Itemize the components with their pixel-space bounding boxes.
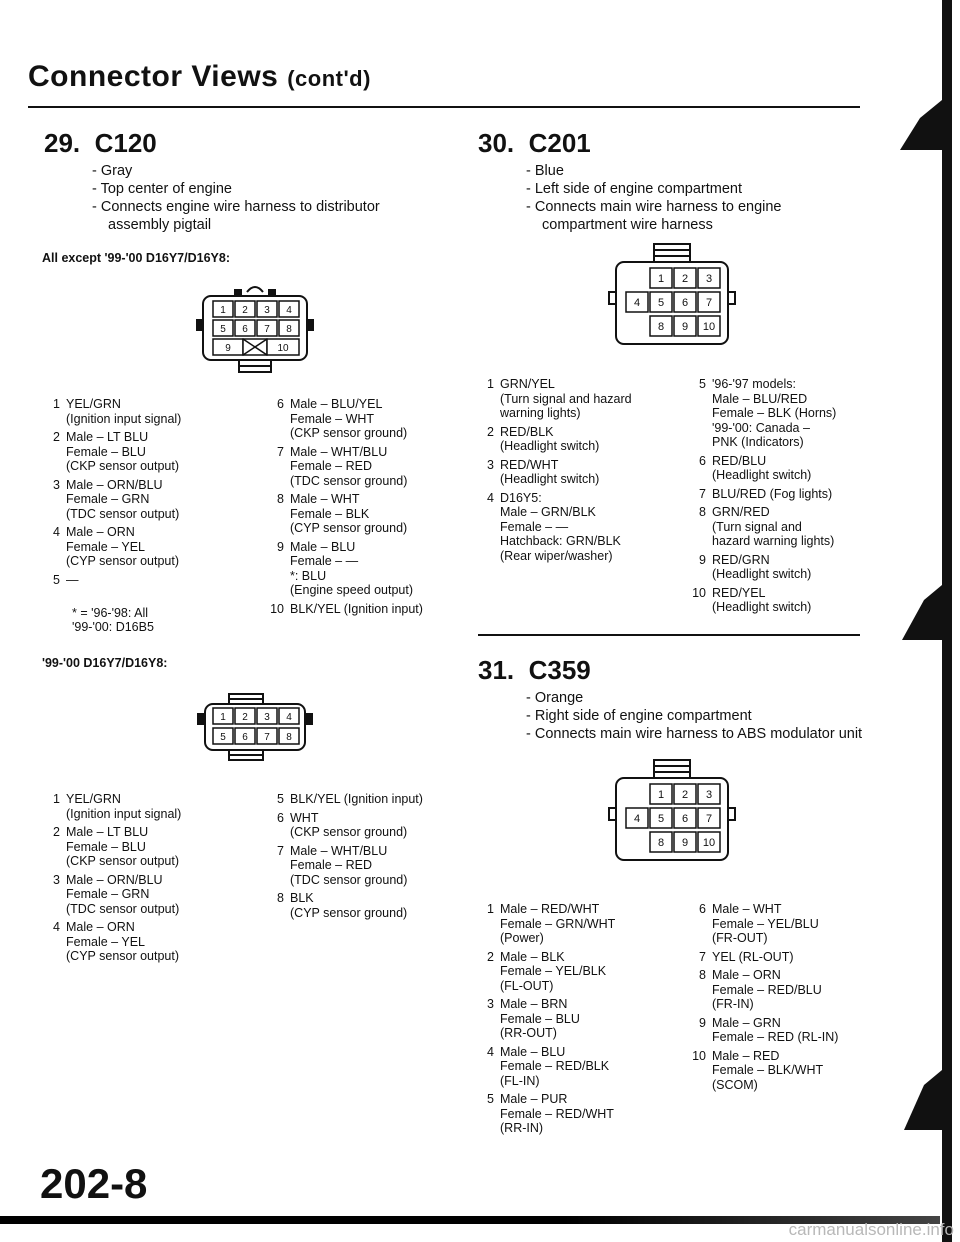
pin-label: 7	[264, 324, 270, 335]
pin-label: 2	[242, 305, 248, 316]
pin-row: 3 RED/WHT (Headlight switch)	[487, 457, 600, 486]
pin-label: 3	[705, 273, 713, 285]
page-number: 202-8	[40, 1160, 148, 1207]
pin-row: 7 Male – WHT/BLU Female – RED (TDC sensor ground)	[277, 444, 408, 488]
pin-label: 7	[705, 813, 713, 825]
property-item: - Gray	[92, 163, 133, 179]
pin-row: 10 BLK/YEL (Ignition input)	[270, 601, 423, 616]
c120-variant-a-label: All except '99-'00 D16Y7/D16Y8:	[42, 251, 230, 265]
edge-tab-shape	[904, 1070, 942, 1130]
c359-pins-right	[690, 902, 890, 1096]
pin-row: 9 Male – BLU Female – — *: BLU (Engine speed output)	[277, 539, 414, 597]
edge-tab-shape	[900, 100, 942, 150]
c359-connector-diagram	[608, 758, 738, 866]
pin-row: 1 Male – RED/WHT Female – GRN/WHT (Power)	[487, 902, 616, 945]
pin-row: 3 Male – ORN/BLU Female – GRN (TDC sensor output)	[53, 477, 180, 521]
edge-tab-shape	[902, 585, 942, 640]
pin-row: 2 Male – BLK Female – YEL/BLK (FL-OUT)	[487, 949, 607, 993]
property-item: - Orange	[526, 690, 584, 706]
pin-row: 8 GRN/RED (Turn signal and hazard warning lights)	[699, 505, 835, 548]
property-item: - Connects main wire harness to ABS modulator unit	[526, 726, 863, 742]
pin-label: 10	[702, 837, 716, 849]
pin-row: 5 —	[53, 572, 79, 587]
pin-row: 2 Male – LT BLU Female – BLU (CKP sensor output)	[53, 430, 180, 473]
section-number: 29.	[44, 128, 81, 158]
pin-label: 8	[286, 324, 292, 335]
c201-pins-left	[478, 377, 693, 567]
pin-row: 4 D16Y5: Male – GRN/BLK Female – — Hatchback: GRN/BLK (Rear wiper/washer)	[487, 490, 621, 563]
pin-row: 2 RED/BLK (Headlight switch)	[487, 424, 600, 453]
pin-label: 4	[286, 712, 292, 723]
pin-label: 3	[705, 789, 713, 801]
c120-a-pins-right	[268, 397, 468, 620]
pin-row: 9 RED/GRN (Headlight switch)	[699, 552, 812, 581]
pin-label: 5	[220, 324, 226, 335]
watermark-text: carmanualsonline.info	[788, 1220, 954, 1239]
pin-row: 3 Male – BRN Female – BLU (RR-OUT)	[487, 997, 580, 1040]
pin-label: 10	[277, 343, 289, 354]
pin-label: 3	[264, 712, 270, 723]
property-item: - Top center of engine	[92, 181, 232, 197]
pin-row: 3 Male – ORN/BLU Female – GRN (TDC sensor output)	[53, 872, 180, 916]
section-c359-heading	[478, 655, 591, 686]
pin-row: 7 Male – WHT/BLU Female – RED (TDC sensor ground)	[277, 843, 408, 887]
pin-row: 7 BLU/RED (Fog lights)	[699, 486, 833, 501]
pin-row: 7 YEL (RL-OUT)	[699, 949, 794, 964]
pin-label: 4	[633, 297, 641, 309]
c120-b-pins-left	[44, 792, 259, 968]
page-title	[28, 60, 371, 94]
pin-row: 5 '96-'97 models: Male – BLU/RED Female – BLK (Horns) '99-'00: Canada – PNK (Indicators)	[699, 377, 837, 449]
pin-row: 4 Male – ORN Female – YEL (CYP sensor output)	[53, 525, 180, 568]
section-name: C120	[94, 128, 157, 158]
property-item: - Connects engine wire harness to distributor assembly pigtail	[92, 199, 380, 233]
pin-row: 6 Male – BLU/YEL Female – WHT (CKP sensor ground)	[277, 397, 408, 440]
pin-label: 1	[220, 305, 226, 316]
section-name: C359	[528, 655, 591, 685]
page-subtitle: (cont'd)	[287, 66, 371, 91]
pin-row: 10 RED/YEL (Headlight switch)	[692, 585, 812, 614]
pin-label: 3	[264, 305, 270, 316]
c201-connector-diagram	[608, 242, 738, 350]
pin-label: 9	[681, 837, 689, 849]
pin-label: 4	[633, 813, 641, 825]
c120-properties	[92, 162, 422, 234]
section-number: 31.	[478, 655, 515, 685]
section-name: C201	[528, 128, 591, 158]
pin-label: 7	[264, 732, 270, 743]
pin-row: 1 YEL/GRN (Ignition input signal)	[53, 792, 182, 821]
c359-pins-left	[478, 902, 693, 1140]
pin-row: 5 Male – PUR Female – RED/WHT (RR-IN)	[487, 1092, 614, 1135]
c120-a-connector-diagram	[195, 280, 315, 375]
binding-edge-tabs	[880, 0, 960, 1242]
c120-b-pins-right	[268, 792, 468, 924]
c120-footnote: * = '96-'98: All '99-'00: D16B5	[72, 606, 154, 634]
pin-label: 6	[681, 297, 689, 309]
pin-row: 5 BLK/YEL (Ignition input)	[277, 792, 423, 806]
pin-label: 9	[225, 343, 231, 354]
pin-row: 6 WHT (CKP sensor ground)	[277, 810, 408, 839]
c201-properties	[526, 162, 856, 234]
pin-label: 2	[242, 712, 248, 723]
c201-pins-right	[690, 377, 890, 619]
pin-row: 10 Male – RED Female – BLK/WHT (SCOM)	[692, 1048, 824, 1092]
pin-row: 8 Male – WHT Female – BLK (CYP sensor ground)	[277, 492, 408, 535]
property-item: - Right side of engine compartment	[526, 708, 752, 724]
pin-row: 4 Male – BLU Female – RED/BLK (FL-IN)	[487, 1044, 610, 1088]
pin-label: 8	[657, 321, 665, 333]
header-rule	[28, 106, 860, 108]
pin-label: 2	[681, 273, 689, 285]
pin-label: 6	[681, 813, 689, 825]
c120-b-connector-diagram	[195, 692, 315, 772]
pin-label: 5	[657, 813, 665, 825]
pin-row: 6 Male – WHT Female – YEL/BLU (FR-OUT)	[699, 902, 819, 945]
page-title-text: Connector Views	[28, 60, 279, 93]
c120-a-pins-left	[44, 397, 259, 591]
c359-properties	[526, 689, 866, 743]
section-c120-heading	[44, 128, 157, 159]
pin-row: 1 GRN/YEL (Turn signal and hazard warning lights)	[487, 377, 632, 420]
section-number: 30.	[478, 128, 515, 158]
pin-row: 2 Male – LT BLU Female – BLU (CKP sensor output)	[53, 825, 180, 868]
property-item: - Connects main wire harness to engine compartment wire harness	[526, 199, 782, 233]
pin-label: 7	[705, 297, 713, 309]
pin-label: 2	[681, 789, 689, 801]
pin-label: 8	[286, 732, 292, 743]
section-c201-heading	[478, 128, 591, 159]
pin-label: 1	[220, 712, 226, 723]
pin-label: 4	[286, 305, 292, 316]
pin-label: 9	[681, 321, 689, 333]
property-item: - Left side of engine compartment	[526, 181, 743, 197]
pin-row: 9 Male – GRN Female – RED (RL-IN)	[699, 1015, 839, 1044]
pin-label: 8	[657, 837, 665, 849]
pin-row: 8 Male – ORN Female – RED/BLU (FR-IN)	[699, 968, 822, 1011]
pin-row: 1 YEL/GRN (Ignition input signal)	[53, 397, 182, 426]
pin-label: 5	[220, 732, 226, 743]
section-divider	[478, 634, 860, 636]
pin-label: 10	[702, 321, 716, 333]
pin-label: 5	[657, 297, 665, 309]
pin-label: 6	[242, 732, 248, 743]
c120-variant-b-label: '99-'00 D16Y7/D16Y8:	[42, 656, 168, 670]
pin-label: 1	[657, 273, 665, 285]
pin-row: 8 BLK (CYP sensor ground)	[277, 891, 408, 920]
pin-label: 6	[242, 324, 248, 335]
pin-row: 6 RED/BLU (Headlight switch)	[699, 453, 812, 482]
property-item: - Blue	[526, 163, 564, 179]
pin-label: 1	[657, 789, 665, 801]
pin-row: 4 Male – ORN Female – YEL (CYP sensor output)	[53, 920, 180, 963]
